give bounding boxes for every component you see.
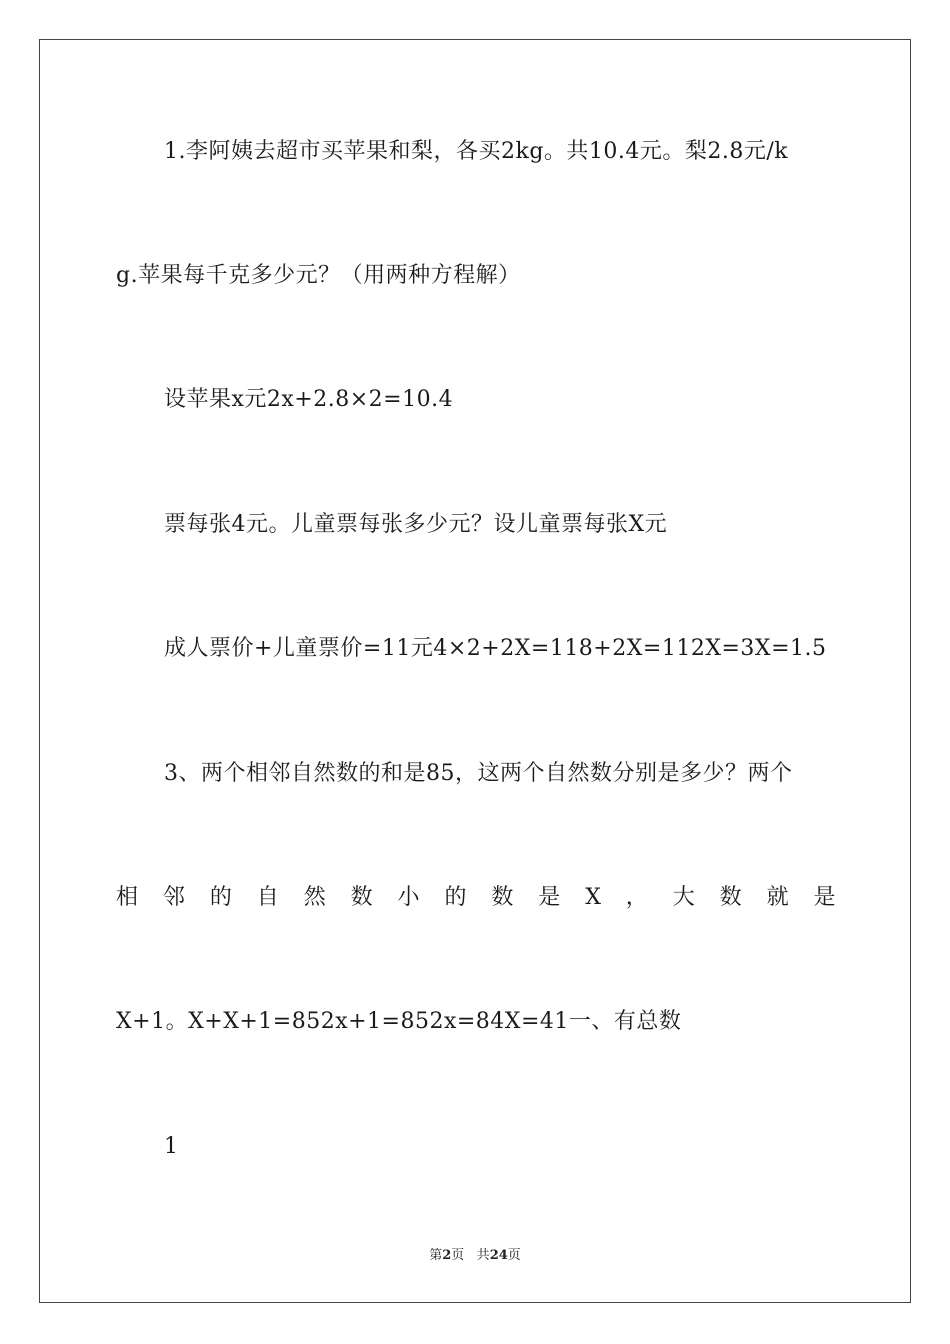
paragraph-line-9: 1 <box>164 1134 179 1159</box>
char: 相 <box>116 885 139 910</box>
char: 是 <box>813 885 836 910</box>
char: 数 <box>491 885 514 910</box>
page-prefix: 第 <box>429 1248 443 1263</box>
page-footer <box>0 1248 950 1264</box>
paragraph-line-6: 3、两个相邻自然数的和是85，这两个自然数分别是多少？两个 <box>164 761 793 786</box>
paragraph-line-1: 1.李阿姨去超市买苹果和梨，各买2kg。共10.4元。梨2.8元/k <box>164 139 789 164</box>
char: 大 <box>672 885 696 910</box>
char: 的 <box>444 885 467 910</box>
char: 自 <box>256 885 280 910</box>
char: 是 <box>538 885 561 910</box>
char: 数 <box>719 885 743 910</box>
char: 然 <box>303 885 327 910</box>
char: 小 <box>397 885 421 910</box>
page-number: 2 <box>442 1248 452 1263</box>
char: 就 <box>766 885 790 910</box>
total-prefix: 共 <box>476 1248 490 1263</box>
paragraph-line-2: g.苹果每千克多少元？（用两种方程解） <box>116 263 521 288</box>
paragraph-line-4: 票每张4元。儿童票每张多少元？设儿童票每张X元 <box>164 512 668 537</box>
char: 的 <box>209 885 233 910</box>
paragraph-line-3: 设苹果x元2x+2.8×2=10.4 <box>164 387 454 412</box>
total-suffix: 页 <box>507 1248 521 1263</box>
char: 邻 <box>162 885 186 910</box>
page-suffix: 页 <box>451 1248 465 1263</box>
char: ， <box>625 885 649 910</box>
char: 数 <box>350 885 374 910</box>
total-pages: 24 <box>489 1248 508 1263</box>
paragraph-line-5: 成人票价+儿童票价=11元4×2+2X=118+2X=112X=3X=1.5 <box>164 636 827 661</box>
char: X <box>585 885 602 910</box>
paragraph-line-7 <box>116 885 836 911</box>
page-border <box>39 39 911 1303</box>
paragraph-line-8: X+1。X+X+1=852x+1=852x=84X=41一、有总数 <box>116 1009 682 1034</box>
